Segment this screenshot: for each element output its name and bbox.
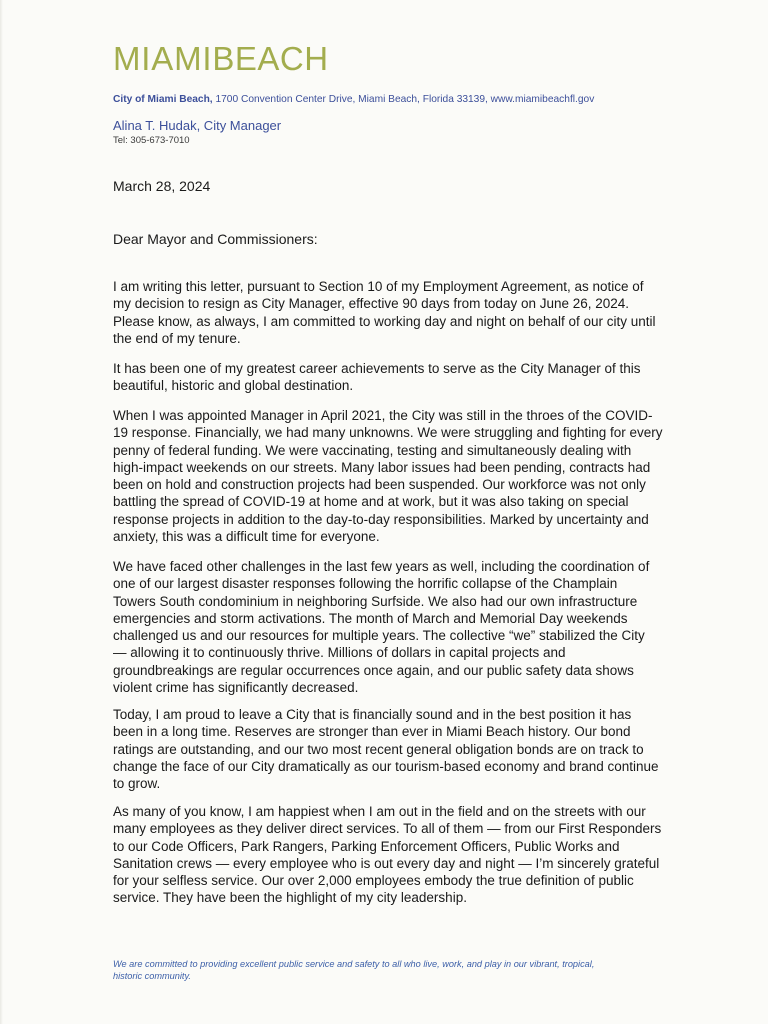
city-name: City of Miami Beach, bbox=[113, 94, 213, 105]
text-line: penny of federal funding. We were vaccinating, testing and simultaneously dealing with bbox=[113, 442, 632, 458]
text-line: been on hold and construction projects had been suspended. Our workforce was not only bbox=[113, 477, 646, 493]
logo-beach-text: BEACH bbox=[212, 40, 329, 77]
text-line: Today, I am proud to leave a City that is financially sound and in the best position it has bbox=[113, 707, 632, 722]
footer-line: We are committed to providing excellent public service and safety to all who live, work, and play in our vibrant, tropical, bbox=[113, 959, 595, 969]
text-line: my decision to resign as City Manager, effective 90 days from today on June 26, 2024. bbox=[113, 296, 630, 312]
text-line: to grow. bbox=[113, 776, 161, 792]
text-line: As many of you know, I am happiest when I am out in the field and on the streets with our bbox=[113, 804, 646, 819]
text-line: I am writing this letter, pursuant to Section 10 of my Employment Agreement, as notice of bbox=[113, 279, 644, 294]
text-line: emergencies and storm activations. The month of March and Memorial Day weekends bbox=[113, 610, 628, 626]
paragraph-financial-position bbox=[113, 706, 673, 792]
text-line: battling the spread of COVID-19 at home and at work, but it was also taking on special bbox=[113, 494, 629, 510]
paragraph-covid-response bbox=[113, 407, 673, 545]
text-line: for your selfless service. Our over 2,000 employees embody the true definition of public bbox=[113, 873, 634, 889]
manager-name: Alina T. Hudak, City Manager bbox=[113, 118, 282, 133]
salutation: Dear Mayor and Commissioners: bbox=[113, 231, 318, 247]
paragraph-challenges bbox=[113, 558, 673, 696]
text-line: to our Code Officers, Park Rangers, Parking Enforcement Officers, Public Works and bbox=[113, 838, 620, 854]
city-logo bbox=[113, 42, 329, 75]
text-line: ratings are outstanding, and our two most recent general obligation bonds are on track to bbox=[113, 741, 644, 757]
text-line: high-impact weekends on our streets. Many labor issues had been pending, contracts had bbox=[113, 459, 651, 475]
text-line: challenged us and our resources for multiple years. The collective “we” stabilized the City bbox=[113, 628, 645, 644]
manager-telephone: Tel: 305-673-7010 bbox=[113, 135, 190, 146]
scan-edge bbox=[0, 0, 3, 1024]
footer-mission-statement bbox=[113, 958, 673, 982]
text-line: Sanitation crews — every employee who is out every day and night — I’m sincerely grateful bbox=[113, 855, 660, 871]
text-line: change the face of our City dramatically as our tourism-based economy and brand continue bbox=[113, 758, 659, 774]
paragraph-resignation-notice bbox=[113, 278, 673, 347]
text-line: When I was appointed Manager in April 2021, the City was still in the throes of the COVID- bbox=[113, 408, 653, 423]
footer-line: historic community. bbox=[113, 971, 191, 981]
text-line: been in a long time. Reserves are stronger than ever in Miami Beach history. Our bond bbox=[113, 724, 631, 740]
letter-date: March 28, 2024 bbox=[113, 178, 211, 194]
text-line: beautiful, historic and global destination. bbox=[113, 378, 354, 394]
text-line: one of our largest disaster responses following the horrific collapse of the Champlain bbox=[113, 576, 618, 592]
address-line: 1700 Convention Center Drive, Miami Beach, Florida 33139, www.miamibeachfl.gov bbox=[212, 94, 595, 105]
text-line: response projects in addition to the day-to-day responsibilities. Marked by uncertainty and bbox=[113, 511, 649, 527]
text-line: groundbreakings are regular occurrences once again, and our public safety data shows bbox=[113, 662, 634, 678]
text-line: We have faced other challenges in the last few years as well, including the coordination of bbox=[113, 559, 650, 574]
paragraph-achievement bbox=[113, 360, 673, 395]
letterhead-address bbox=[113, 94, 594, 105]
text-line: It has been one of my greatest career achievements to serve as the City Manager of this bbox=[113, 361, 641, 376]
text-line: 19 response. Financially, we had many unknowns. We were struggling and fighting for every bbox=[113, 425, 663, 441]
text-line: service. They have been the highlight of my city leadership. bbox=[113, 890, 467, 906]
text-line: Towers South condominium in neighboring Surfside. We also had our own infrastructure bbox=[113, 593, 638, 609]
text-line: Please know, as always, I am committed to working day and night on behalf of our city until bbox=[113, 313, 656, 329]
text-line: many employees as they deliver direct services. To all of them — from our First Responders bbox=[113, 821, 662, 837]
logo-miami-text: MIAMI bbox=[113, 40, 213, 77]
text-line: the end of my tenure. bbox=[113, 330, 241, 346]
paragraph-employees-gratitude bbox=[113, 803, 673, 907]
text-line: violent crime has significantly decreased. bbox=[113, 680, 359, 696]
text-line: — allowing it to continuously thrive. Millions of dollars in capital projects and bbox=[113, 645, 566, 661]
text-line: anxiety, this was a difficult time for everyone. bbox=[113, 529, 380, 545]
